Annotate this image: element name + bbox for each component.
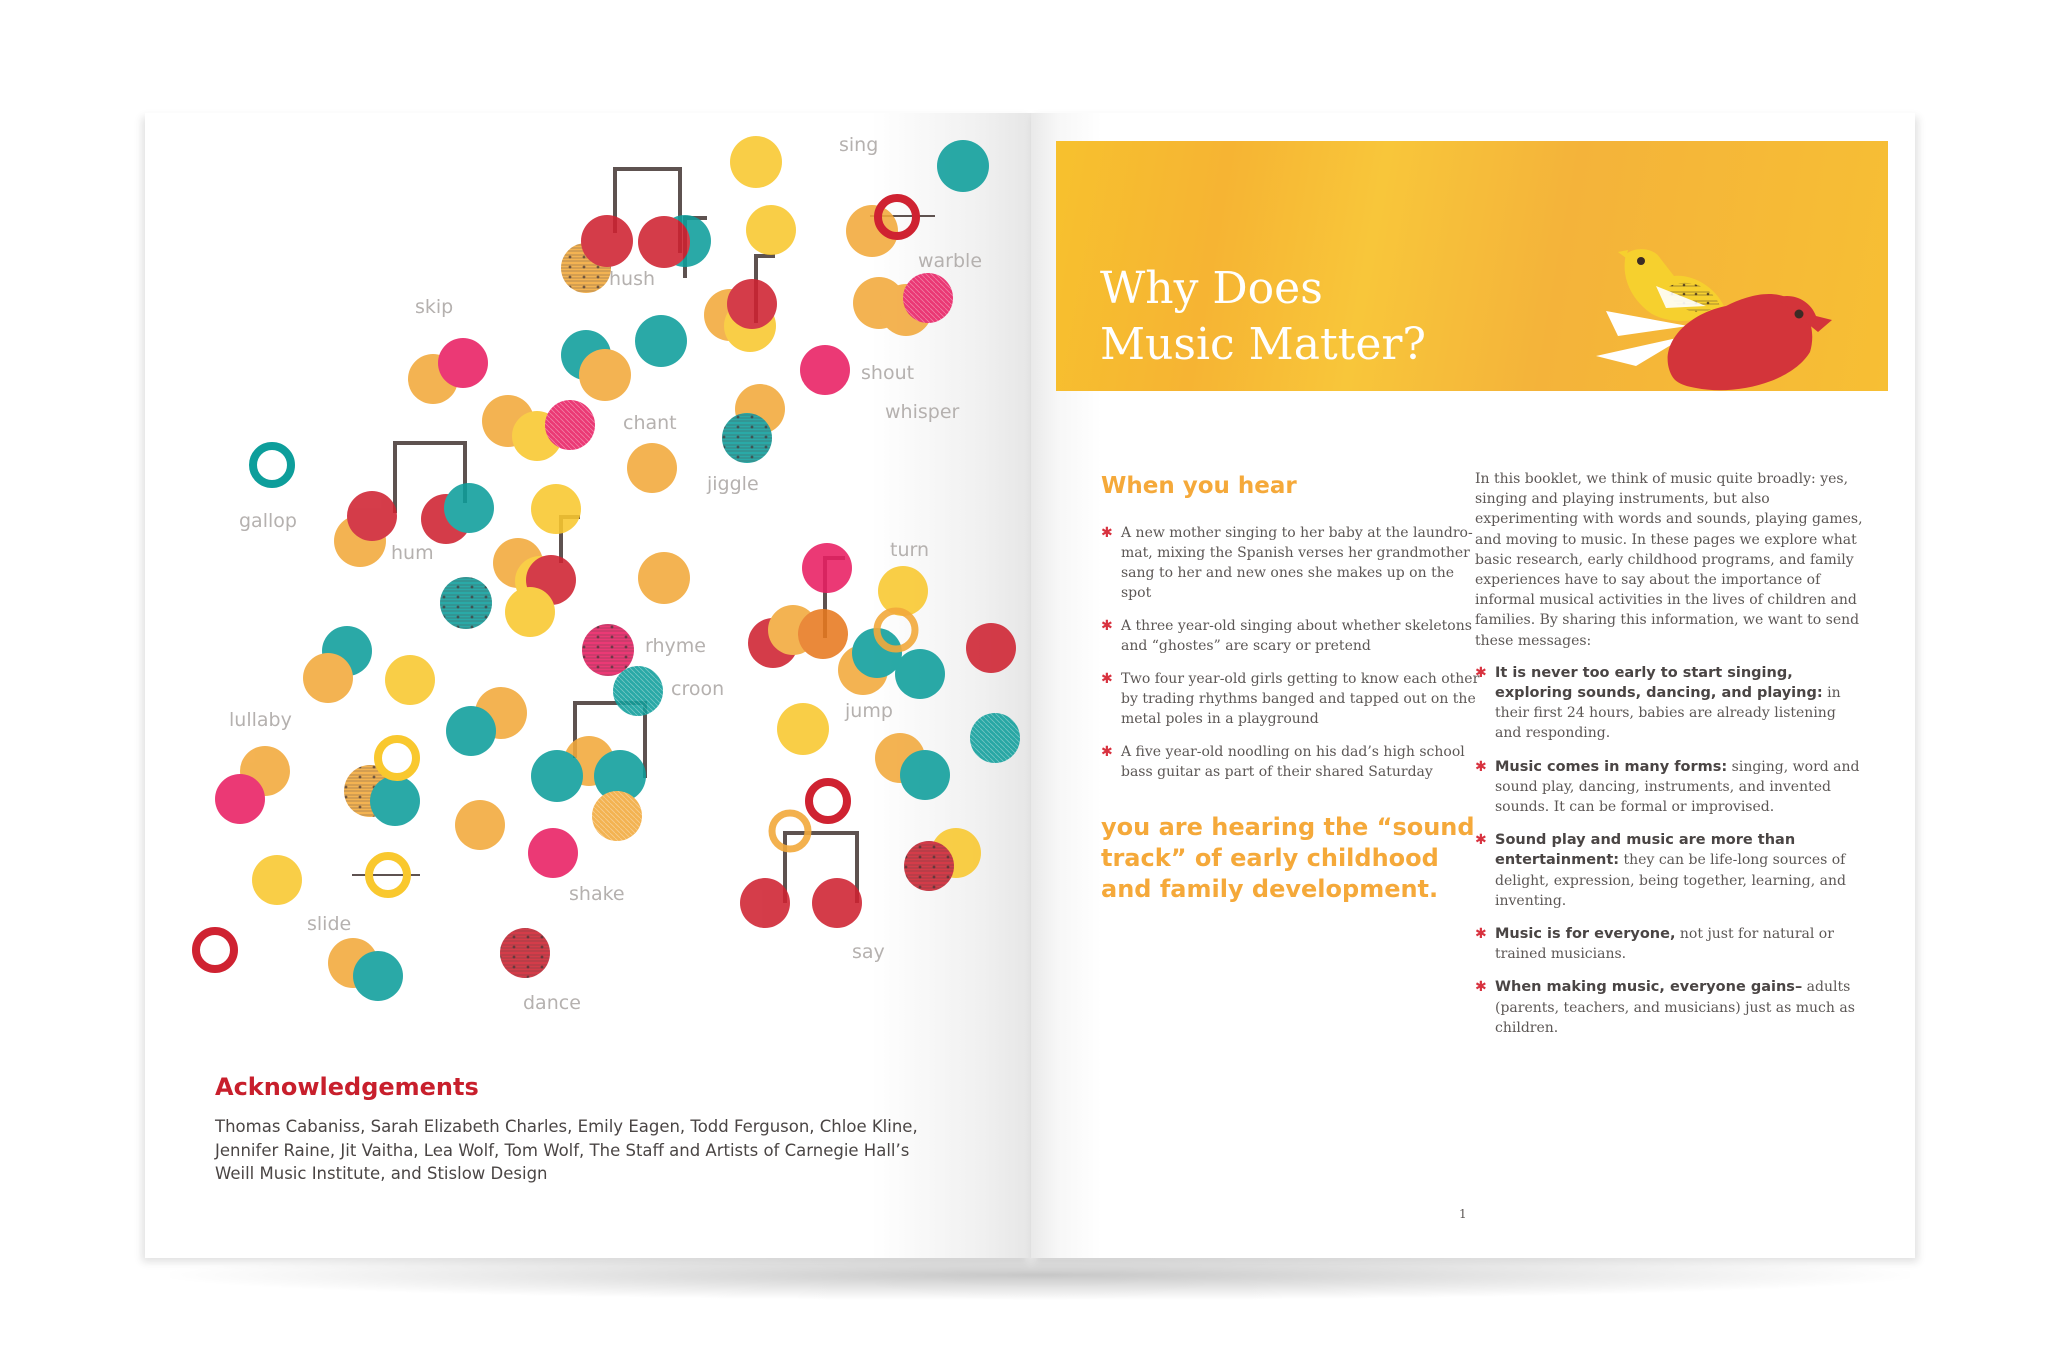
word-label: turn <box>890 539 930 561</box>
word-label: slide <box>307 913 352 935</box>
asterisk-icon: ✱ <box>1475 926 1487 943</box>
when-you-hear-heading: When you hear <box>1101 473 1297 499</box>
message-text: not just for natural or trained musicians. <box>1495 926 1834 963</box>
message-text: they can be life-long sources of delight, expression, being together, learning, and inventing. <box>1495 852 1846 909</box>
list-item <box>1101 523 1481 603</box>
message-text: adults (parents, teachers, and musicians) just as much as children. <box>1495 979 1855 1036</box>
when-you-hear-list <box>1101 523 1481 782</box>
page-title-line-2: Music Matter? <box>1100 319 1426 370</box>
message-text: singing, word and sound play, dancing, instruments, and invented sounds. It can be formal or improvised. <box>1495 758 1860 816</box>
message-lead: When making music, everyone gains– <box>1495 979 1803 996</box>
word-label: sing <box>839 134 879 156</box>
asterisk-icon: ✱ <box>1475 664 1487 681</box>
list-item-text: A five year-old noodling on his dad’s high school bass guitar as part of their shared Saturday <box>1121 744 1465 780</box>
list-item <box>1475 663 1865 744</box>
word-label: hush <box>609 268 656 290</box>
word-label: shake <box>569 883 625 905</box>
word-label: warble <box>918 250 983 272</box>
list-item <box>1101 616 1481 656</box>
right-page <box>1031 113 1915 1258</box>
asterisk-icon: ✱ <box>1475 979 1487 996</box>
message-lead: It is never too early to start singing, exploring sounds, dancing, and playing: <box>1495 664 1823 702</box>
word-label: hum <box>391 542 434 564</box>
birds-illustration <box>1596 236 1888 391</box>
page-number: 1 <box>1459 1207 1467 1221</box>
word-label: skip <box>415 296 454 318</box>
asterisk-icon: ✱ <box>1101 525 1113 541</box>
message-text: in their first 24 hours, babies are already listening and responding. <box>1495 685 1841 742</box>
page-title <box>1100 261 1426 373</box>
asterisk-icon: ✱ <box>1101 671 1113 687</box>
word-label: jump <box>845 700 893 722</box>
when-you-hear-column <box>1101 473 1481 905</box>
list-item <box>1475 757 1865 818</box>
word-label: rhyme <box>645 635 706 657</box>
list-item-text: Two four year-old girls getting to know each other by trading rhythms banged and tapped out on the metal poles in a playground <box>1121 671 1480 727</box>
messages-list <box>1475 663 1865 1038</box>
message-lead: Music is for everyone, <box>1495 926 1676 943</box>
list-item <box>1475 977 1865 1038</box>
word-label: shout <box>861 362 915 384</box>
left-page <box>145 113 1031 1258</box>
list-item-text: A new mother singing to her baby at the laundro-mat, mixing the Spanish verses her grandmother sang to her and new ones she makes up on the spot <box>1121 525 1473 601</box>
list-item <box>1475 924 1865 964</box>
message-lead: Music comes in many forms: <box>1495 758 1728 775</box>
asterisk-icon: ✱ <box>1475 832 1487 849</box>
word-label: gallop <box>239 510 297 532</box>
acknowledgements-title: Acknowledgements <box>215 1073 479 1101</box>
intro-paragraph: In this booklet, we think of music quite broadly: yes, singing and playing instruments, but also experimenting with words and sounds, playing games, and moving to music. In these pages we explore what basic research, early childhood programs, and family experiences have to say about the importance of informal musical activities in the lives of children and families. By sharing this information, we want to send these messages: <box>1475 471 1863 649</box>
messages-column <box>1475 469 1865 1051</box>
asterisk-icon: ✱ <box>1101 618 1113 634</box>
list-item <box>1101 669 1481 729</box>
word-label: chant <box>623 412 677 434</box>
asterisk-icon: ✱ <box>1475 758 1487 775</box>
list-item <box>1475 830 1865 911</box>
music-dots-illustration <box>145 113 1031 1043</box>
list-item-text: A three year-old singing about whether skeletons and “ghostes” are scary or pretend <box>1121 618 1472 654</box>
asterisk-icon: ✱ <box>1101 744 1113 760</box>
word-label: dance <box>523 992 581 1014</box>
word-label: croon <box>671 678 725 700</box>
title-banner <box>1056 141 1888 391</box>
acknowledgements <box>215 1073 935 1186</box>
acknowledgements-text: Thomas Cabaniss, Sarah Elizabeth Charles, Emily Eagen, Todd Ferguson, Chloe Kline, Jennifer Raine, Jit Vaitha, Lea Wolf, Tom Wolf, The Staff and Artists of Carnegie Hall’s Weill Music Institute, and Stislow Design <box>215 1117 918 1183</box>
page-title-line-1: Why Does <box>1100 263 1323 314</box>
message-lead: Sound play and music are more than entertainment: <box>1495 832 1796 869</box>
word-label: whisper <box>885 401 960 423</box>
word-label: say <box>852 941 885 963</box>
list-item <box>1101 742 1481 782</box>
word-label: jiggle <box>707 473 759 495</box>
soundtrack-callout: you are hearing the “sound track” of early childhood and family development. <box>1101 813 1475 903</box>
word-label: lullaby <box>229 709 292 731</box>
